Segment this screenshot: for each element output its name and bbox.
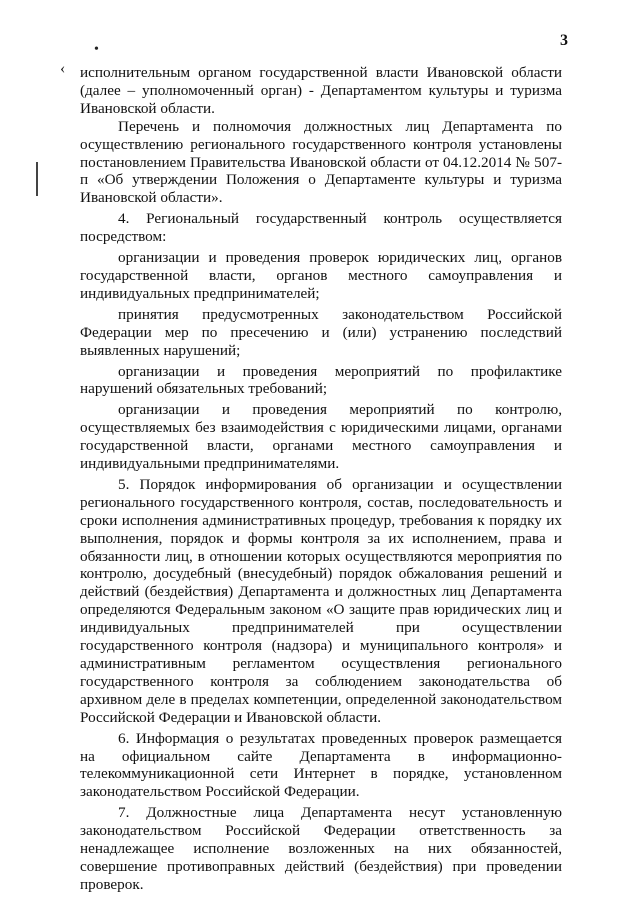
scan-margin-mark: ‹ xyxy=(60,60,66,77)
document-body xyxy=(80,64,562,894)
margin-bar-mark xyxy=(36,162,38,196)
paragraph-4-item-2: принятия предусмотренных законодательством Российской Федерации мер по пресечению и (или) устранению последствий выявленных нарушений; xyxy=(80,305,562,359)
paragraph-7: 7. Должностные лица Департамента несут установленную законодательством Российской Федерации ответственность за ненадлежащее исполнение возложенных на них обязанностей, совершение противоправных действий (бездействия) при проведении проверок. xyxy=(80,804,562,893)
paragraph-4-item-3: организации и проведения мероприятий по профилактике нарушений обязательных требований; xyxy=(80,362,562,398)
paragraph-4: 4. Региональный государственный контроль осуществляется посредством: xyxy=(80,210,562,246)
paragraph-intro: исполнительным органом государственной власти Ивановской области (далее – уполномоченный орган) - Департаментом культуры и туризма Ивановской области. xyxy=(80,64,562,117)
paragraph-6: 6. Информация о результатах проведенных проверок размещается на официальном сайте Департамента в информационно-телекоммуникационной сети Интернет в порядке, установленном законодательством Российской Федерации. xyxy=(80,729,562,801)
paragraph-officials-list: Перечень и полномочия должностных лиц Департамента по осуществлению регионального государственного контроля установлены постановлением Правительства Ивановской области от 04.12.2014 № 507-п «Об утверждении Положения о Департаменте культуры и туризма Ивановской области». xyxy=(80,117,562,207)
paragraph-4-item-1: организации и проведения проверок юридических лиц, органов государственной власти, органов местного самоуправления и индивидуальных предпринимателей; xyxy=(80,249,562,302)
paragraph-4-item-4: организации и проведения мероприятий по контролю, осуществляемых без взаимодействия с юридическими лицами, органами государственной власти, органами местного самоуправления и индивидуальными предпринимателями. xyxy=(80,401,562,473)
page-number: 3 xyxy=(560,32,568,49)
scan-dot-mark: • xyxy=(94,42,99,57)
paragraph-5: 5. Порядок информирования об организации и осуществлении регионального государственного контроля, состав, последовательность и сроки исполнения административных процедур, требования к порядку их выполнения, порядок и формы контроля за их исполнением, права и обязанности лиц, в отношении которых осуществляются мероприятия по контролю, досудебный (внесудебный) порядок обжалования решений и действий (бездействия) Департамента и должностных лиц Департамента определяются Федеральным законом «О защите прав юридических лиц и индивидуальных предпринимателей при осуществлении государственного контроля (надзора) и муниципального контроля» и административным регламентом осуществления регионального государственного контроля за соблюдением законодательства об архивном деле в пределах компетенции, определенной законодательством Российской Федерации и Ивановской области. xyxy=(80,475,562,726)
